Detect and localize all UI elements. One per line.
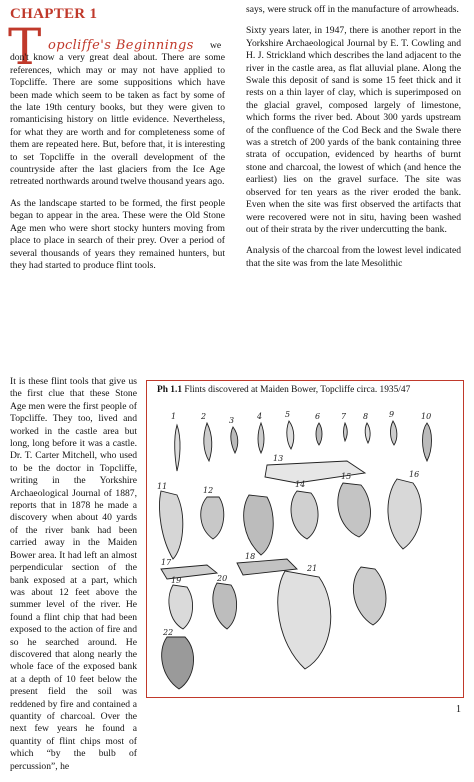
figure-number: 12 xyxy=(203,486,214,495)
paragraph: It is these flint tools that give us the first clue that these Stone Age men were the first people of Topcliffe. They too, lived and worked in the castle area but long, long before it was a castle. Dr. T. Carter Mitchell, who used to be the doctor in Topcliffe, writing in the Yorkshire Archaeological Journal of 1887, reports that in 1878 he made a discovery when about 40 yards of the river bank had been carried away in the Maiden Bower area. It had left an almost perpendicular section of the bank exposed at a part, which was about 12 feet above the summer level of the river. He found a flint chip that had been exposed to the action of fire and so he searched around. He discovered that along nearly the whole face of the exposed bank at a depth of 10 feet below the present field the soil was reddened by fire and contained a quantity of charcoal. Over the next few years he found a quantity of flint chips most of which “by the bulb of percussion”, he xyxy=(10,376,137,772)
figure-number: 10 xyxy=(421,412,432,421)
figure-number: 5 xyxy=(285,410,291,419)
flint-drawings xyxy=(147,399,463,697)
figure-number: 13 xyxy=(273,454,284,463)
figure-number: 14 xyxy=(295,480,306,489)
figure-number: 7 xyxy=(341,412,347,421)
left-column-bottom xyxy=(10,376,137,782)
chapter-title: opcliffe's Beginnings xyxy=(48,38,194,53)
left-column-top xyxy=(10,40,225,281)
caption-text: Flints discovered at Maiden Bower, Topcliffe circa. 1935/47 xyxy=(184,385,411,395)
figure-number: 21 xyxy=(307,564,318,573)
page-number: 1 xyxy=(456,704,461,715)
figure-number: 18 xyxy=(245,552,256,561)
caption-label: Ph 1.1 xyxy=(157,385,183,395)
paragraph: says, were struck off in the manufacture of arrowheads. xyxy=(246,4,459,15)
figure-number: 11 xyxy=(157,482,168,491)
paragraph: we don't know a very great deal about. There are some references, which may or may not have applied to Topcliffe. There are some suppositions which have been made which seem to be taken as fact by some of the late 19th century books, but they were given to romanticising history on little evidence. Nevertheless, for what they are worth and for completeness some of them are repeated here. But, before that, it is interesting to set Topcliffe in the overall development of the countryside after the last glaciers from the Ice Age retreated northwards around twelve thousand years ago. xyxy=(10,40,225,188)
flint-drawing xyxy=(160,461,422,559)
paragraph: Sixty years later, in 1947, there is another report in the Yorkshire Archaeological Journal by E. T. Cowling and H. J. Strickland which describes the land adjacent to the river in the castle area, as flat alluvial plane. Along the Swale this deposit of sand is some 15 feet thick and it rests on a thin layer of clay, which is superimposed on the glacial gravel, composed largely of limestone, which forms the river bed. About 300 yards upstream of the confluence of the Cod Beck and the Swale there was a stretch of 200 yards of the bank containing three strata of occupation, evidenced by hearths of burnt stone and charcoal, the lowest of which (and hence the earliest) lies on the gravel surface. The site was observed for ten years as the river eroded the bank. Even when the site was first observed the artifacts that were recovered were not in situ, having been washed out of their strata by the river undercutting the bank. xyxy=(246,25,461,235)
figure-number: 17 xyxy=(161,558,172,567)
figure-number: 4 xyxy=(257,412,263,421)
paragraph: As the landscape started to be formed, the first people began to appear in the area. These were the Old Stone Age men who were short stocky hunters moving from place to place in search of their prey. Over a period of several thousands of years they remained hunters, but they had started to produce flint tools. xyxy=(10,197,225,271)
figure-caption xyxy=(157,385,410,395)
figure-number: 3 xyxy=(229,416,235,425)
right-column-top xyxy=(246,4,461,279)
figure-flints xyxy=(146,380,464,698)
figure-number: 9 xyxy=(389,410,395,419)
figure-number: 15 xyxy=(341,472,352,481)
figure-number: 2 xyxy=(201,412,207,421)
flint-drawing xyxy=(161,559,386,689)
figure-number: 6 xyxy=(315,412,321,421)
figure-number: 19 xyxy=(171,576,182,585)
chapter-heading: CHAPTER 1 xyxy=(10,6,98,22)
figure-number: 20 xyxy=(217,574,228,583)
figure-number: 1 xyxy=(171,412,177,421)
figure-number: 8 xyxy=(363,412,369,421)
figure-number: 16 xyxy=(409,470,420,479)
title-dropcap: T xyxy=(8,18,42,76)
figure-number: 22 xyxy=(163,628,174,637)
paragraph: Analysis of the charcoal from the lowest level indicated that the site was from the late Mesolithic xyxy=(246,245,461,269)
